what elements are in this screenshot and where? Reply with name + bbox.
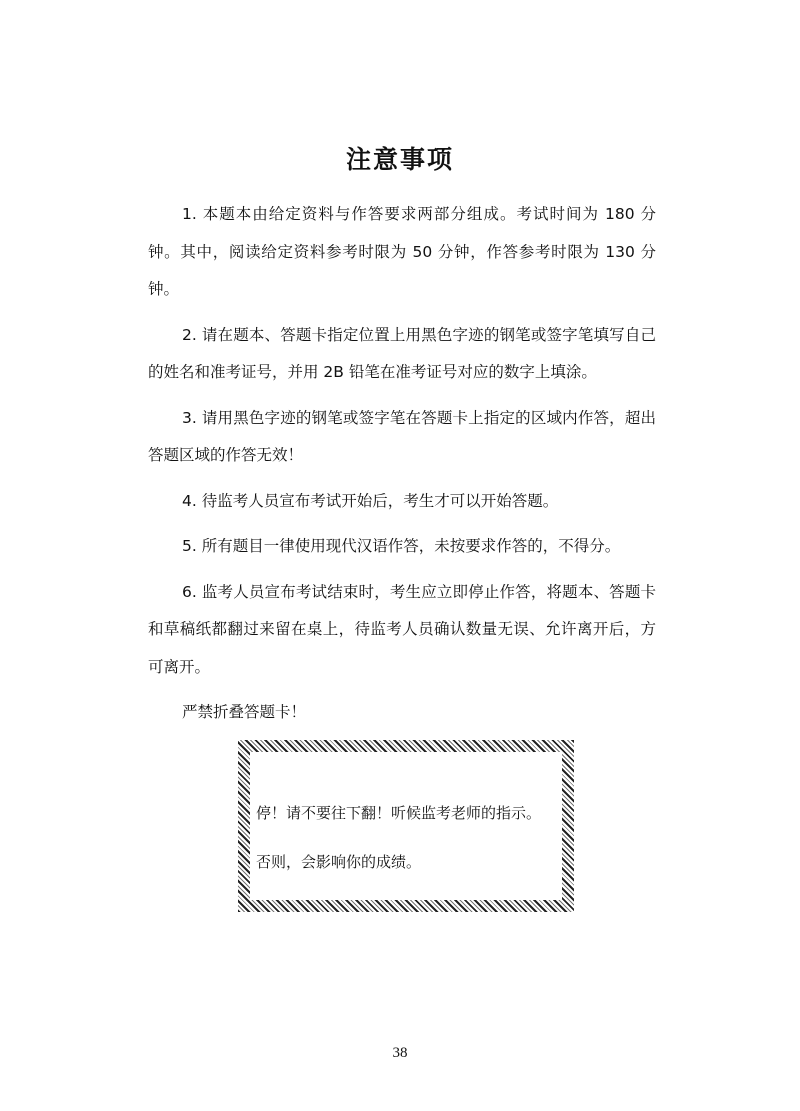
stop-notice-box [238,740,574,912]
stop-notice-line-1: 停！请不要往下翻！听候监考老师的指示。 [256,804,542,822]
instruction-4: 4. 待监考人员宣布考试开始后，考生才可以开始答题。 [182,491,559,510]
instruction-1: 1. 本题本由给定资料与作答要求两部分组成。考试时间为 180 分钟。其中，阅读给定资料参考时限为 50 分钟，作答参考时限为 130 分钟。 [148,205,656,298]
instruction-2: 2. 请在题本、答题卡指定位置上用黑色字迹的钢笔或签字笔填写自己的姓名和准考证号，并用 2B 铅笔在准考证号对应的数字上填涂。 [148,325,656,381]
no-folding-warning: 严禁折叠答题卡！ [182,703,307,721]
instructions-list [148,196,656,740]
stop-notice-line-2: 否则，会影响你的成绩。 [256,853,422,871]
page-number: 38 [392,1045,408,1061]
instruction-6: 6. 监考人员宣布考试结束时，考生应立即停止作答，将题本、答题卡和草稿纸都翻过来留在桌上，待监考人员确认数量无误、允许离开后，方可离开。 [148,582,656,676]
instruction-5: 5. 所有题目一律使用现代汉语作答，未按要求作答的，不得分。 [182,537,621,555]
page-title: 注意事项 [345,145,454,174]
stop-notice-text [256,802,558,900]
instruction-3: 3. 请用黑色字迹的钢笔或签字笔在答题卡上指定的区域内作答，超出答题区域的作答无效！ [148,408,656,464]
